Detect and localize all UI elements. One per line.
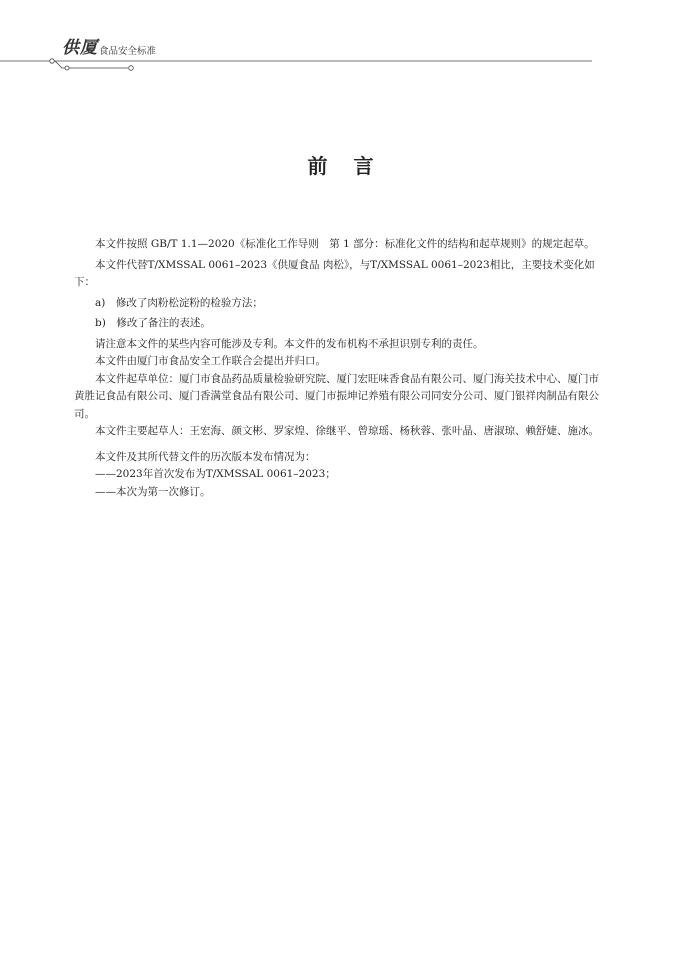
header-dot-mid [65,66,69,70]
header-dot-right [129,66,134,71]
paragraph-replacement: 本文件代替T/XMSSAL 0061–2023《供厦食品 肉松》，与T/XMSSAL 0061–2023相比，主要技术变化如下： [74,258,595,288]
header-dot-left [50,59,54,63]
page-header [0,0,681,80]
paragraph-standard-basis: 本文件按照 GB/T 1.1—2020《标准化工作导则 第 1 部分：标准化文件的结构和起草规则》的规定起草。 [95,238,595,250]
title-char-1: 前 [307,154,328,178]
paragraph-drafting-units: 本文件起草单位：厦门市食品药品质量检验研究院、厦门宏旺味香食品有限公司、厦门海关技术中心、厦门市黄胜记食品有限公司、厦门香满堂食品有限公司、厦门市振坤记养殖有限公司同安分公司、厦门银祥肉制品有限公司。 [74,372,599,420]
title-char-2: 言 [353,154,374,178]
list-item-b: b) 修改了备注的表述。 [95,317,211,329]
header-decoration [0,0,681,80]
paragraph-version-history: 本文件及其所代替文件的历次版本发布情况为： [95,450,316,463]
paragraph-patent-notice: 请注意本文件的某些内容可能涉及专利。本文件的发布机构不承担识别专利的责任。 [95,337,484,350]
paragraph-history-revision: ——本次为第一次修订。 [95,485,211,498]
foreword-body [74,236,602,501]
paragraph-proposer: 本文件由厦门市食品安全工作联合会提出并归口。 [95,355,326,367]
header-logo-script: 供厦 [62,38,98,58]
paragraph-history-2023: ——2023年首次发布为T/XMSSAL 0061–2023； [95,468,336,480]
paragraph-drafters: 本文件主要起草人：王宏海、颜文彬、罗家煌、徐继平、曾琼瑶、杨秋蓉、张叶晶、唐淑琼、赖舒婕、施冰。 [95,425,599,437]
header-logo-subtitle: 食品安全标准 [99,46,157,57]
list-item-a: a) 修改了肉粉松淀粉的检验方法； [95,296,263,309]
page-title [0,150,681,179]
